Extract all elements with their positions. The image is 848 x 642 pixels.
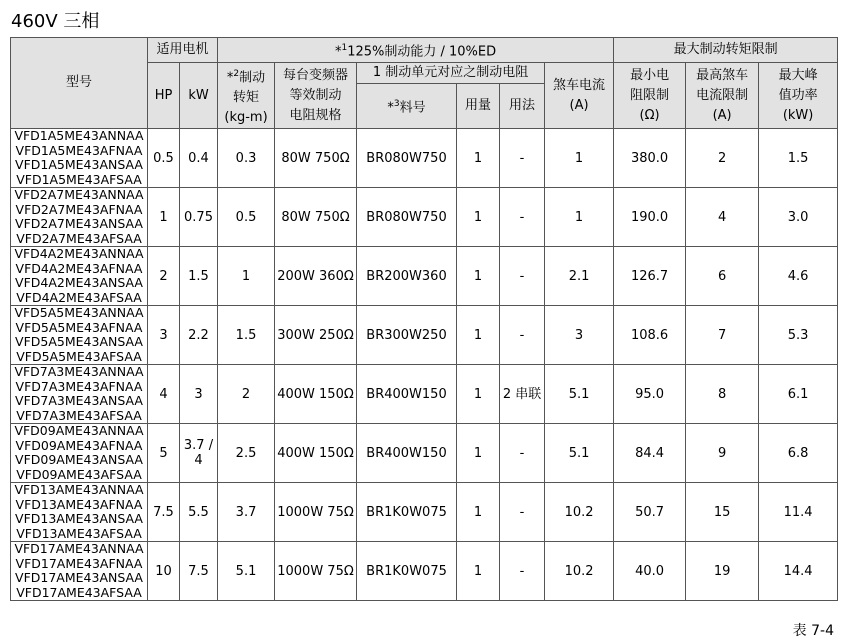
- cell-part: BR400W150: [357, 365, 457, 424]
- model-number: VFD13AME43AFNAA: [15, 496, 143, 512]
- cell-part: BR080W750: [357, 188, 457, 247]
- model-number: VFD17AME43AFSAA: [16, 584, 142, 600]
- header-max-current: 最高煞车 电流限制 (A): [686, 63, 759, 129]
- cell-peak: 6.8: [759, 424, 838, 483]
- cell-min-r: 190.0: [614, 188, 686, 247]
- header-resistor-spec: 每台变频器 等效制动 电阻规格: [275, 63, 357, 129]
- cell-qty: 1: [457, 306, 500, 365]
- cell-min-r: 95.0: [614, 365, 686, 424]
- cell-resistor: 300W 250Ω: [275, 306, 357, 365]
- cell-kw: 5.5: [180, 483, 218, 542]
- cell-hp: 7.5: [148, 483, 180, 542]
- cell-peak: 5.3: [759, 306, 838, 365]
- page-title: 460V 三相: [11, 11, 100, 32]
- model-number: VFD5A5ME43ANNAA: [14, 305, 144, 321]
- cell-max-i: 19: [686, 542, 759, 601]
- model-number: VFD2A7ME43ANSAA: [15, 216, 143, 232]
- cell-torque: 5.1: [218, 542, 275, 601]
- cell-usage: -: [500, 129, 545, 188]
- model-number: VFD4A2ME43ANSAA: [15, 275, 143, 291]
- cell-kw: 0.4: [180, 129, 218, 188]
- cell-max-i: 2: [686, 129, 759, 188]
- cell-qty: 1: [457, 424, 500, 483]
- table-row: [11, 424, 838, 483]
- cell-models: [11, 483, 148, 542]
- model-number: VFD7A3ME43AFSAA: [16, 407, 142, 423]
- cell-kw: 0.75: [180, 188, 218, 247]
- cell-current: 10.2: [545, 542, 614, 601]
- cell-hp: 5: [148, 424, 180, 483]
- cell-usage: 2 串联: [500, 365, 545, 424]
- model-number: VFD17AME43ANNAA: [14, 541, 144, 557]
- model-number: VFD13AME43ANSAA: [15, 511, 143, 527]
- cell-kw: 2.2: [180, 306, 218, 365]
- cell-part: BR1K0W075: [357, 542, 457, 601]
- model-number: VFD2A7ME43AFNAA: [15, 201, 143, 217]
- cell-hp: 2: [148, 247, 180, 306]
- header-brake-current: 煞车电流 (A): [545, 63, 614, 129]
- cell-kw: 3: [180, 365, 218, 424]
- header-torque: *$^2$制动 转矩 (kg-m): [218, 63, 275, 129]
- cell-max-i: 6: [686, 247, 759, 306]
- header-kw: kW: [180, 63, 218, 129]
- cell-kw: 3.7 / 4: [180, 424, 218, 483]
- cell-part: BR080W750: [357, 129, 457, 188]
- table-row: [11, 247, 838, 306]
- model-number: VFD7A3ME43AFNAA: [15, 378, 143, 394]
- cell-qty: 1: [457, 247, 500, 306]
- model-number: VFD5A5ME43ANSAA: [15, 334, 143, 350]
- model-number: VFD7A3ME43ANSAA: [15, 393, 143, 409]
- cell-torque: 2.5: [218, 424, 275, 483]
- cell-models: [11, 306, 148, 365]
- cell-models: [11, 424, 148, 483]
- model-number: VFD1A5ME43ANNAA: [14, 128, 144, 144]
- cell-peak: 14.4: [759, 542, 838, 601]
- cell-qty: 1: [457, 365, 500, 424]
- cell-part: BR400W150: [357, 424, 457, 483]
- cell-torque: 0.5: [218, 188, 275, 247]
- table-row: [11, 483, 838, 542]
- header-motor: 适用电机: [148, 38, 218, 63]
- cell-peak: 4.6: [759, 247, 838, 306]
- cell-max-i: 8: [686, 365, 759, 424]
- header-peak-power: 最大峰 值功率 (kW): [759, 63, 838, 129]
- header-model: 型号: [11, 38, 148, 129]
- cell-resistor: 1000W 75Ω: [275, 483, 357, 542]
- cell-part: BR200W360: [357, 247, 457, 306]
- cell-torque: 1.5: [218, 306, 275, 365]
- cell-current: 1: [545, 188, 614, 247]
- cell-usage: -: [500, 306, 545, 365]
- model-number: VFD13AME43ANNAA: [14, 482, 144, 498]
- cell-torque: 1: [218, 247, 275, 306]
- cell-min-r: 380.0: [614, 129, 686, 188]
- model-number: VFD2A7ME43AFSAA: [16, 230, 142, 246]
- cell-usage: -: [500, 188, 545, 247]
- cell-hp: 0.5: [148, 129, 180, 188]
- header-hp: HP: [148, 63, 180, 129]
- cell-max-i: 15: [686, 483, 759, 542]
- cell-models: [11, 247, 148, 306]
- cell-peak: 3.0: [759, 188, 838, 247]
- model-number: VFD09AME43ANNAA: [14, 423, 144, 439]
- cell-current: 3: [545, 306, 614, 365]
- cell-part: BR300W250: [357, 306, 457, 365]
- cell-torque: 0.3: [218, 129, 275, 188]
- model-number: VFD17AME43ANSAA: [15, 570, 143, 586]
- cell-hp: 10: [148, 542, 180, 601]
- cell-current: 2.1: [545, 247, 614, 306]
- model-number: VFD17AME43AFNAA: [15, 555, 143, 571]
- model-number: VFD09AME43AFNAA: [15, 437, 143, 453]
- table-caption: 表 7-4: [792, 623, 834, 639]
- cell-peak: 6.1: [759, 365, 838, 424]
- model-number: VFD4A2ME43ANNAA: [14, 246, 144, 262]
- cell-hp: 3: [148, 306, 180, 365]
- table-row: [11, 542, 838, 601]
- cell-current: 1: [545, 129, 614, 188]
- model-number: VFD13AME43AFSAA: [16, 525, 142, 541]
- cell-resistor: 400W 150Ω: [275, 365, 357, 424]
- model-number: VFD5A5ME43AFNAA: [15, 319, 143, 335]
- cell-current: 5.1: [545, 365, 614, 424]
- cell-qty: 1: [457, 188, 500, 247]
- cell-models: [11, 542, 148, 601]
- cell-kw: 7.5: [180, 542, 218, 601]
- header-max-torque-limit: 最大制动转矩限制: [614, 38, 838, 63]
- cell-usage: -: [500, 483, 545, 542]
- cell-current: 10.2: [545, 483, 614, 542]
- table-row: [11, 306, 838, 365]
- model-number: VFD4A2ME43AFSAA: [16, 289, 142, 305]
- cell-min-r: 40.0: [614, 542, 686, 601]
- cell-qty: 1: [457, 129, 500, 188]
- cell-torque: 2: [218, 365, 275, 424]
- cell-torque: 3.7: [218, 483, 275, 542]
- cell-usage: -: [500, 424, 545, 483]
- model-number: VFD09AME43AFSAA: [16, 466, 142, 482]
- table-row: [11, 365, 838, 424]
- cell-models: [11, 129, 148, 188]
- header-brake-capacity: *$^1$125%制动能力 / 10%ED: [218, 38, 614, 63]
- braking-spec-table: [10, 37, 838, 601]
- header-min-resistance: 最小电 阻限制 (Ω): [614, 63, 686, 129]
- cell-resistor: 200W 360Ω: [275, 247, 357, 306]
- model-number: VFD09AME43ANSAA: [15, 452, 143, 468]
- header-unit-resistor: 1 制动单元对应之制动电阻: [357, 63, 545, 84]
- header-part-no: *$^3$料号: [357, 84, 457, 129]
- model-number: VFD5A5ME43AFSAA: [16, 348, 142, 364]
- header-usage: 用法: [500, 84, 545, 129]
- cell-min-r: 50.7: [614, 483, 686, 542]
- cell-min-r: 84.4: [614, 424, 686, 483]
- cell-max-i: 7: [686, 306, 759, 365]
- cell-qty: 1: [457, 542, 500, 601]
- table-row: [11, 188, 838, 247]
- cell-peak: 1.5: [759, 129, 838, 188]
- cell-hp: 4: [148, 365, 180, 424]
- cell-peak: 11.4: [759, 483, 838, 542]
- header-qty: 用量: [457, 84, 500, 129]
- cell-models: [11, 188, 148, 247]
- model-number: VFD2A7ME43ANNAA: [14, 187, 144, 203]
- model-number: VFD1A5ME43ANSAA: [15, 157, 143, 173]
- cell-resistor: 80W 750Ω: [275, 188, 357, 247]
- cell-hp: 1: [148, 188, 180, 247]
- model-number: VFD1A5ME43AFSAA: [16, 171, 142, 187]
- cell-max-i: 9: [686, 424, 759, 483]
- cell-models: [11, 365, 148, 424]
- table-row: [11, 129, 838, 188]
- cell-kw: 1.5: [180, 247, 218, 306]
- model-number: VFD1A5ME43AFNAA: [15, 142, 143, 158]
- cell-min-r: 108.6: [614, 306, 686, 365]
- cell-usage: -: [500, 247, 545, 306]
- cell-usage: -: [500, 542, 545, 601]
- cell-part: BR1K0W075: [357, 483, 457, 542]
- cell-resistor: 400W 150Ω: [275, 424, 357, 483]
- model-number: VFD7A3ME43ANNAA: [14, 364, 144, 380]
- cell-max-i: 4: [686, 188, 759, 247]
- cell-resistor: 80W 750Ω: [275, 129, 357, 188]
- cell-resistor: 1000W 75Ω: [275, 542, 357, 601]
- cell-min-r: 126.7: [614, 247, 686, 306]
- model-number: VFD4A2ME43AFNAA: [15, 260, 143, 276]
- cell-current: 5.1: [545, 424, 614, 483]
- cell-qty: 1: [457, 483, 500, 542]
